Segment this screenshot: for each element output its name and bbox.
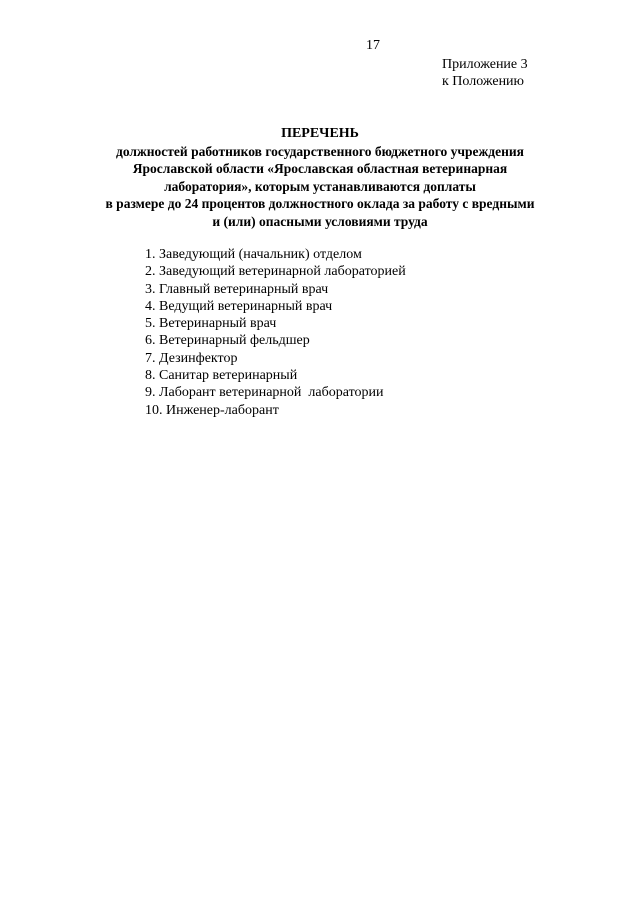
title-heading: ПЕРЕЧЕНЬ xyxy=(281,126,359,141)
list-item: 2. Заведующий ветеринарной лабораторией xyxy=(145,264,406,280)
list-item: 8. Санитар ветеринарный xyxy=(145,368,298,384)
list-item: 3. Главный ветеринарный врач xyxy=(145,281,329,297)
appendix-reference xyxy=(442,56,528,90)
positions-list xyxy=(145,246,406,419)
list-item: 9. Лаборант ветеринарной лаборатории xyxy=(145,385,384,401)
list-item: 4. Ведущий ветеринарный врач xyxy=(145,298,333,314)
title-line: лаборатория», которым устанавливаются доплаты xyxy=(164,178,476,194)
title-line: и (или) опасными условиями труда xyxy=(212,213,428,229)
page-number: 17 xyxy=(366,38,380,53)
appendix-number: Приложение 3 xyxy=(442,57,528,72)
list-item: 6. Ветеринарный фельдшер xyxy=(145,333,310,349)
list-item: 10. Инженер-лаборант xyxy=(145,402,279,418)
title-line: в размере до 24 процентов должностного оклада за работу с вредными xyxy=(105,196,535,211)
list-item: 1. Заведующий (начальник) отделом xyxy=(145,247,362,262)
list-item: 7. Дезинфектор xyxy=(145,350,238,366)
title-line: Ярославской области «Ярославская областная ветеринарная xyxy=(132,161,508,176)
list-item: 5. Ветеринарный врач xyxy=(145,316,277,332)
document-title xyxy=(90,125,550,230)
title-line: должностей работников государственного бюджетного учреждения xyxy=(116,143,524,159)
appendix-to-regulation: к Положению xyxy=(442,74,525,89)
